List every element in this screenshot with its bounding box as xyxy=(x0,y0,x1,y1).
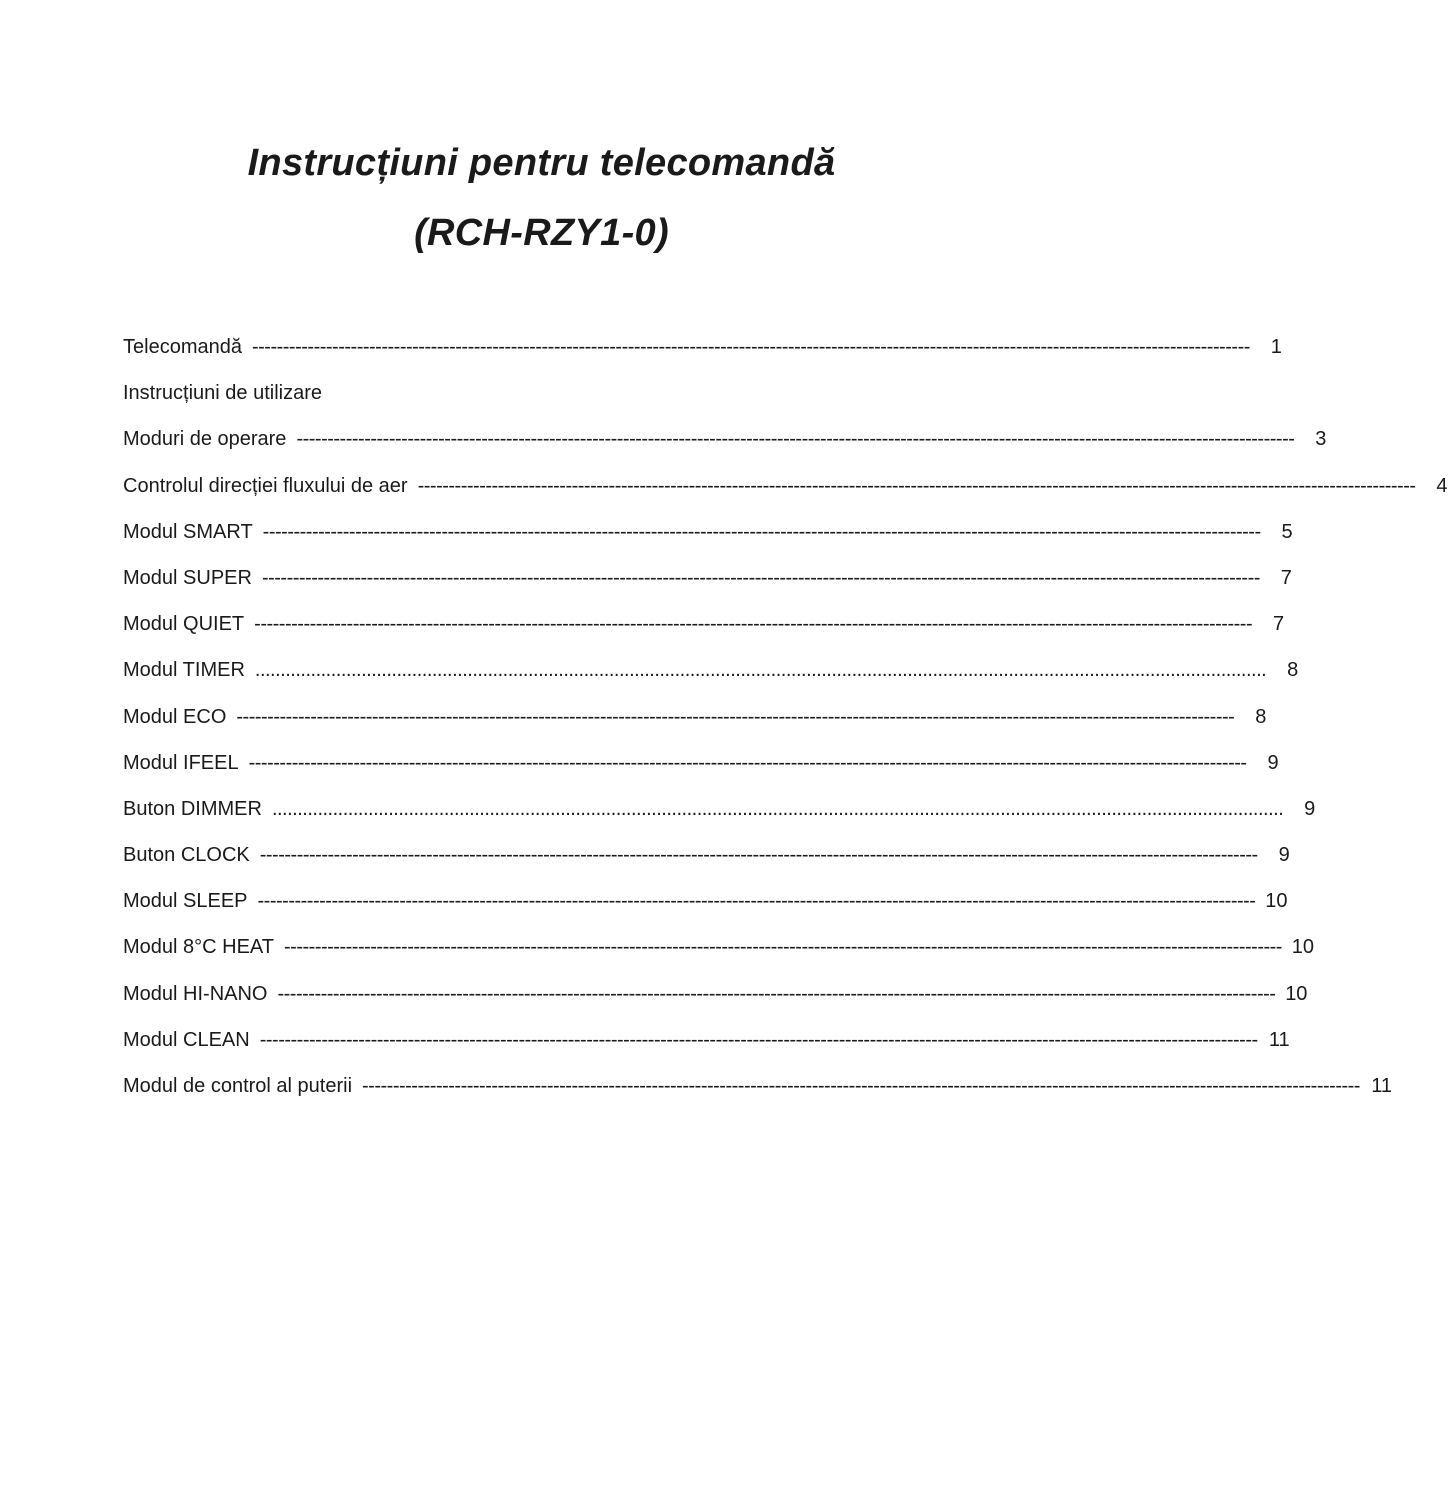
toc-label: Modul IFEEL xyxy=(123,751,239,774)
toc-page-number: 10 xyxy=(1291,936,1314,959)
toc-row-controlul-directiei xyxy=(123,469,1448,515)
toc-label: Modul SMART xyxy=(123,520,253,543)
toc-page-number: 3 xyxy=(1315,428,1327,451)
toc-leader: ------------------------------------------------------------------------------------------------------------------------------------------------------------------ xyxy=(259,1028,1258,1051)
toc-label: Modul SUPER xyxy=(123,566,252,589)
toc-leader: ------------------------------------------------------------------------------------------------------------------------------------------------------------------ xyxy=(296,428,1295,451)
toc-page-number: 11 xyxy=(1268,1028,1290,1051)
toc-page-number: 7 xyxy=(1280,566,1292,589)
toc-row-modul-clean xyxy=(123,1023,1290,1069)
toc-page-number: 1 xyxy=(1270,336,1282,358)
toc-leader: ........................................................................................................................................................................................................ xyxy=(271,797,1284,820)
toc-leader: ........................................................................................................................................................................................................ xyxy=(254,659,1267,682)
toc-page-number: 8 xyxy=(1255,705,1267,728)
toc-label: Modul ECO xyxy=(123,705,227,728)
toc-leader: ------------------------------------------------------------------------------------------------------------------------------------------------------------------ xyxy=(254,613,1253,636)
toc-label: Buton CLOCK xyxy=(123,844,250,867)
toc-label: Modul 8°C HEAT xyxy=(123,936,275,959)
toc-leader: ------------------------------------------------------------------------------------------------------------------------------------------------------------------ xyxy=(362,1075,1360,1097)
toc-page-number: 4 xyxy=(1436,474,1448,497)
toc-row-modul-ifeel xyxy=(123,746,1279,792)
toc-row-modul-eco xyxy=(123,700,1267,746)
toc-label: Modul HI-NANO xyxy=(123,982,268,1005)
toc-leader: ------------------------------------------------------------------------------------------------------------------------------------------------------------------ xyxy=(236,705,1235,728)
toc-label: Modul TIMER xyxy=(123,659,245,682)
toc-page-number: 10 xyxy=(1265,890,1288,913)
toc-page-number: 9 xyxy=(1304,797,1316,820)
toc-row-modul-smart xyxy=(123,515,1293,561)
toc-label: Moduri de operare xyxy=(123,428,287,451)
title-line-1: Instrucțiuni pentru telecomandă xyxy=(247,142,836,184)
toc-label: Modul SLEEP xyxy=(123,890,248,913)
toc-leader: ------------------------------------------------------------------------------------------------------------------------------------------------------------------ xyxy=(417,474,1416,497)
toc-row-modul-timer xyxy=(123,653,1299,699)
toc-row-telecomanda xyxy=(123,330,1282,376)
toc-leader: ------------------------------------------------------------------------------------------------------------------------------------------------------------------ xyxy=(251,336,1250,358)
toc-label: Modul QUIET xyxy=(123,613,245,636)
toc-label: Modul CLEAN xyxy=(123,1028,250,1051)
toc-page-number: 11 xyxy=(1371,1075,1392,1097)
toc-row-modul-hi-nano xyxy=(123,977,1308,1023)
toc-row-modul-control-putere xyxy=(123,1069,1392,1115)
toc-label: Instrucțiuni de utilizare xyxy=(123,382,322,405)
toc-leader: ------------------------------------------------------------------------------------------------------------------------------------------------------------------ xyxy=(261,566,1260,589)
toc-row-modul-super xyxy=(123,561,1292,607)
toc-page-number: 10 xyxy=(1285,982,1308,1005)
toc-row-modul-sleep xyxy=(123,884,1288,930)
table-of-contents xyxy=(123,330,1448,1115)
toc-row-buton-dimmer xyxy=(123,792,1316,838)
toc-label: Telecomandă xyxy=(123,336,242,358)
title-line-2: (RCH-RZY1-0) xyxy=(414,212,669,254)
toc-label: Modul de control al puterii xyxy=(123,1075,353,1097)
toc-leader: ------------------------------------------------------------------------------------------------------------------------------------------------------------------ xyxy=(277,982,1276,1005)
toc-leader: ------------------------------------------------------------------------------------------------------------------------------------------------------------------ xyxy=(284,936,1282,959)
toc-page-number: 5 xyxy=(1281,520,1293,543)
toc-row-buton-clock xyxy=(123,838,1290,884)
toc-page-number: 8 xyxy=(1287,659,1299,682)
toc-leader: ------------------------------------------------------------------------------------------------------------------------------------------------------------------ xyxy=(248,751,1247,774)
toc-leader: ------------------------------------------------------------------------------------------------------------------------------------------------------------------ xyxy=(259,844,1258,867)
toc-row-moduri-de-operare xyxy=(123,422,1327,468)
toc-label: Buton DIMMER xyxy=(123,797,262,820)
toc-row-modul-quiet xyxy=(123,607,1285,653)
toc-leader: ------------------------------------------------------------------------------------------------------------------------------------------------------------------ xyxy=(262,520,1261,543)
toc-row-modul-8c-heat xyxy=(123,930,1314,976)
document-title xyxy=(0,140,1083,256)
toc-leader: ------------------------------------------------------------------------------------------------------------------------------------------------------------------ xyxy=(257,890,1256,913)
toc-page-number: 7 xyxy=(1272,613,1285,636)
toc-row-instructiuni-de-utilizare xyxy=(123,376,825,422)
toc-page-number: 9 xyxy=(1267,751,1279,774)
toc-page-number: 9 xyxy=(1278,844,1290,867)
toc-label: Controlul direcției fluxului de aer xyxy=(123,474,408,497)
